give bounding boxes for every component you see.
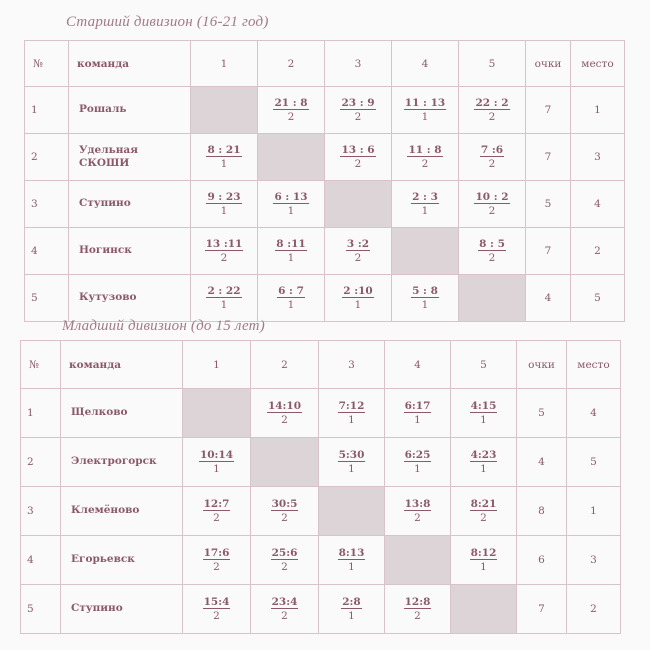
senior-results-table bbox=[24, 40, 625, 322]
match-points: 1 bbox=[414, 462, 421, 475]
team-points: 5 bbox=[526, 181, 571, 228]
header-place: место bbox=[567, 341, 621, 389]
match-score: 11 : 13 bbox=[404, 96, 446, 109]
match-result-cell bbox=[392, 87, 459, 134]
match-points: 1 bbox=[421, 204, 429, 217]
match-points: 2 bbox=[488, 251, 496, 264]
match-points: 1 bbox=[348, 413, 355, 426]
match-result-cell bbox=[191, 134, 258, 181]
team-points: 7 bbox=[517, 585, 567, 634]
match-points: 2 bbox=[488, 204, 496, 217]
match-points: 1 bbox=[220, 298, 228, 311]
match-score: 15:4 bbox=[203, 595, 230, 608]
match-score: 9 : 23 bbox=[207, 190, 241, 203]
match-score: 13:8 bbox=[404, 497, 431, 510]
match-result-cell bbox=[319, 389, 385, 438]
match-result-cell bbox=[385, 389, 451, 438]
match-score: 21 : 8 bbox=[274, 96, 308, 109]
team-name: Ступино bbox=[69, 181, 191, 228]
table-row bbox=[21, 487, 621, 536]
match-points: 2 bbox=[354, 110, 362, 123]
match-result-cell bbox=[183, 487, 251, 536]
team-name: Егорьевск bbox=[61, 536, 183, 585]
team-name: Ногинск bbox=[69, 228, 191, 275]
row-number: 4 bbox=[21, 536, 61, 585]
match-result-cell bbox=[258, 275, 325, 322]
team-place: 5 bbox=[567, 438, 621, 487]
match-score: 8 :11 bbox=[276, 237, 306, 250]
match-points: 2 bbox=[213, 560, 220, 573]
table-header-row bbox=[25, 41, 625, 87]
match-points: 1 bbox=[421, 298, 429, 311]
header-place: место bbox=[571, 41, 625, 87]
match-points: 1 bbox=[480, 413, 487, 426]
match-score: 8:12 bbox=[470, 546, 497, 559]
match-points: 1 bbox=[220, 157, 228, 170]
match-result-cell bbox=[319, 536, 385, 585]
match-score: 8 : 21 bbox=[207, 143, 241, 156]
header-points: очки bbox=[517, 341, 567, 389]
match-result-cell bbox=[251, 536, 319, 585]
match-result-cell bbox=[451, 487, 517, 536]
match-result-cell bbox=[451, 536, 517, 585]
match-result-cell bbox=[385, 585, 451, 634]
match-points: 2 bbox=[421, 157, 429, 170]
team-place: 1 bbox=[571, 87, 625, 134]
header-col-3: 3 bbox=[319, 341, 385, 389]
match-score: 8 : 5 bbox=[479, 237, 505, 250]
team-place: 5 bbox=[571, 275, 625, 322]
row-number: 1 bbox=[25, 87, 69, 134]
match-score: 12:7 bbox=[203, 497, 230, 510]
header-col-1: 1 bbox=[183, 341, 251, 389]
team-name: Рошаль bbox=[69, 87, 191, 134]
match-score: 7:12 bbox=[338, 399, 365, 412]
match-score: 11 : 8 bbox=[408, 143, 442, 156]
match-score: 30:5 bbox=[271, 497, 298, 510]
match-score: 6 : 13 bbox=[274, 190, 308, 203]
match-points: 1 bbox=[348, 560, 355, 573]
header-num: № bbox=[21, 341, 61, 389]
match-points: 1 bbox=[213, 462, 220, 475]
table-row bbox=[25, 87, 625, 134]
match-points: 1 bbox=[348, 462, 355, 475]
table-row bbox=[25, 228, 625, 275]
match-score: 17:6 bbox=[203, 546, 230, 559]
match-result-cell bbox=[191, 228, 258, 275]
team-points: 7 bbox=[526, 134, 571, 181]
team-points: 6 bbox=[517, 536, 567, 585]
match-result-cell bbox=[325, 87, 392, 134]
header-col-5: 5 bbox=[459, 41, 526, 87]
match-points: 2 bbox=[281, 560, 288, 573]
match-result-cell bbox=[325, 134, 392, 181]
match-score: 4:15 bbox=[470, 399, 497, 412]
match-points: 1 bbox=[287, 204, 295, 217]
team-points: 7 bbox=[526, 87, 571, 134]
match-points: 1 bbox=[220, 204, 228, 217]
diagonal-cell bbox=[319, 487, 385, 536]
match-result-cell bbox=[451, 389, 517, 438]
team-name: Электрогорск bbox=[61, 438, 183, 487]
match-result-cell bbox=[459, 134, 526, 181]
match-score: 10 : 2 bbox=[475, 190, 509, 203]
header-col-3: 3 bbox=[325, 41, 392, 87]
match-points: 1 bbox=[354, 298, 362, 311]
team-place: 2 bbox=[567, 585, 621, 634]
junior-division-caption: Младший дивизион (до 15 лет) bbox=[62, 318, 265, 334]
team-points: 7 bbox=[526, 228, 571, 275]
match-points: 2 bbox=[354, 251, 362, 264]
team-points: 5 bbox=[517, 389, 567, 438]
match-points: 1 bbox=[287, 298, 295, 311]
match-result-cell bbox=[319, 438, 385, 487]
team-name: Клемёново bbox=[61, 487, 183, 536]
team-points: 4 bbox=[526, 275, 571, 322]
diagonal-cell bbox=[451, 585, 517, 634]
header-col-2: 2 bbox=[251, 341, 319, 389]
match-result-cell bbox=[325, 228, 392, 275]
header-num: № bbox=[25, 41, 69, 87]
match-result-cell bbox=[392, 134, 459, 181]
match-points: 2 bbox=[213, 609, 220, 622]
match-result-cell bbox=[451, 438, 517, 487]
match-result-cell bbox=[251, 487, 319, 536]
match-score: 2:8 bbox=[342, 595, 361, 608]
diagonal-cell bbox=[258, 134, 325, 181]
header-col-2: 2 bbox=[258, 41, 325, 87]
match-points: 1 bbox=[348, 609, 355, 622]
match-points: 2 bbox=[281, 609, 288, 622]
table-row bbox=[21, 389, 621, 438]
match-score: 3 :2 bbox=[346, 237, 370, 250]
match-result-cell bbox=[325, 275, 392, 322]
match-result-cell bbox=[258, 181, 325, 228]
row-number: 2 bbox=[25, 134, 69, 181]
match-points: 2 bbox=[414, 609, 421, 622]
header-team: команда bbox=[69, 41, 191, 87]
header-team: команда bbox=[61, 341, 183, 389]
header-col-4: 4 bbox=[392, 41, 459, 87]
header-points: очки bbox=[526, 41, 571, 87]
match-points: 2 bbox=[488, 110, 496, 123]
match-points: 1 bbox=[421, 110, 429, 123]
match-result-cell bbox=[191, 275, 258, 322]
match-score: 23:4 bbox=[271, 595, 298, 608]
team-points: 4 bbox=[517, 438, 567, 487]
team-name: Щелково bbox=[61, 389, 183, 438]
team-place: 1 bbox=[567, 487, 621, 536]
table-row bbox=[25, 275, 625, 322]
row-number: 5 bbox=[25, 275, 69, 322]
diagonal-cell bbox=[459, 275, 526, 322]
team-place: 3 bbox=[571, 134, 625, 181]
match-result-cell bbox=[191, 181, 258, 228]
diagonal-cell bbox=[385, 536, 451, 585]
match-points: 2 bbox=[213, 511, 220, 524]
header-col-5: 5 bbox=[451, 341, 517, 389]
team-place: 4 bbox=[571, 181, 625, 228]
match-result-cell bbox=[392, 275, 459, 322]
match-points: 2 bbox=[488, 157, 496, 170]
team-place: 2 bbox=[571, 228, 625, 275]
match-score: 14:10 bbox=[267, 399, 302, 412]
table-row bbox=[21, 438, 621, 487]
match-score: 2 : 3 bbox=[412, 190, 438, 203]
match-score: 13 :11 bbox=[205, 237, 243, 250]
match-score: 23 : 9 bbox=[341, 96, 375, 109]
row-number: 2 bbox=[21, 438, 61, 487]
match-score: 4:23 bbox=[470, 448, 497, 461]
match-points: 2 bbox=[354, 157, 362, 170]
table-header-row bbox=[21, 341, 621, 389]
row-number: 4 bbox=[25, 228, 69, 275]
header-col-4: 4 bbox=[385, 341, 451, 389]
match-score: 2 :10 bbox=[343, 284, 373, 297]
match-points: 2 bbox=[414, 511, 421, 524]
match-result-cell bbox=[319, 585, 385, 634]
match-points: 2 bbox=[287, 110, 295, 123]
match-result-cell bbox=[385, 438, 451, 487]
match-result-cell bbox=[251, 389, 319, 438]
match-score: 8:13 bbox=[338, 546, 365, 559]
match-result-cell bbox=[183, 585, 251, 634]
match-result-cell bbox=[183, 536, 251, 585]
match-score: 12:8 bbox=[404, 595, 431, 608]
row-number: 3 bbox=[21, 487, 61, 536]
match-result-cell bbox=[459, 228, 526, 275]
match-points: 2 bbox=[480, 511, 487, 524]
table-row bbox=[21, 536, 621, 585]
match-score: 5:30 bbox=[338, 448, 365, 461]
row-number: 1 bbox=[21, 389, 61, 438]
junior-results-table bbox=[20, 340, 621, 634]
table-row bbox=[21, 585, 621, 634]
row-number: 5 bbox=[21, 585, 61, 634]
diagonal-cell bbox=[183, 389, 251, 438]
match-score: 22 : 2 bbox=[475, 96, 509, 109]
match-score: 7 :6 bbox=[480, 143, 504, 156]
team-name: Ступино bbox=[61, 585, 183, 634]
match-result-cell bbox=[459, 87, 526, 134]
match-score: 8:21 bbox=[470, 497, 497, 510]
diagonal-cell bbox=[251, 438, 319, 487]
match-score: 13 : 6 bbox=[341, 143, 375, 156]
match-score: 6:25 bbox=[404, 448, 431, 461]
match-result-cell bbox=[258, 228, 325, 275]
match-score: 5 : 8 bbox=[412, 284, 438, 297]
match-points: 2 bbox=[281, 413, 288, 426]
match-score: 10:14 bbox=[199, 448, 234, 461]
senior-division-caption: Старший дивизион (16-21 год) bbox=[66, 14, 269, 30]
match-points: 1 bbox=[480, 560, 487, 573]
match-score: 6 : 7 bbox=[278, 284, 304, 297]
match-points: 1 bbox=[480, 462, 487, 475]
team-place: 4 bbox=[567, 389, 621, 438]
diagonal-cell bbox=[325, 181, 392, 228]
match-points: 2 bbox=[220, 251, 228, 264]
team-name: Кутузово bbox=[69, 275, 191, 322]
match-points: 2 bbox=[281, 511, 288, 524]
match-score: 25:6 bbox=[271, 546, 298, 559]
match-score: 6:17 bbox=[404, 399, 431, 412]
match-result-cell bbox=[251, 585, 319, 634]
match-points: 1 bbox=[287, 251, 295, 264]
match-result-cell bbox=[183, 438, 251, 487]
table-row bbox=[25, 134, 625, 181]
team-points: 8 bbox=[517, 487, 567, 536]
match-result-cell bbox=[459, 181, 526, 228]
match-result-cell bbox=[392, 181, 459, 228]
diagonal-cell bbox=[191, 87, 258, 134]
team-name: Удельная СКОШИ bbox=[69, 134, 191, 181]
match-points: 1 bbox=[414, 413, 421, 426]
match-result-cell bbox=[258, 87, 325, 134]
match-result-cell bbox=[385, 487, 451, 536]
team-place: 3 bbox=[567, 536, 621, 585]
row-number: 3 bbox=[25, 181, 69, 228]
table-row bbox=[25, 181, 625, 228]
match-score: 2 : 22 bbox=[207, 284, 241, 297]
header-col-1: 1 bbox=[191, 41, 258, 87]
diagonal-cell bbox=[392, 228, 459, 275]
